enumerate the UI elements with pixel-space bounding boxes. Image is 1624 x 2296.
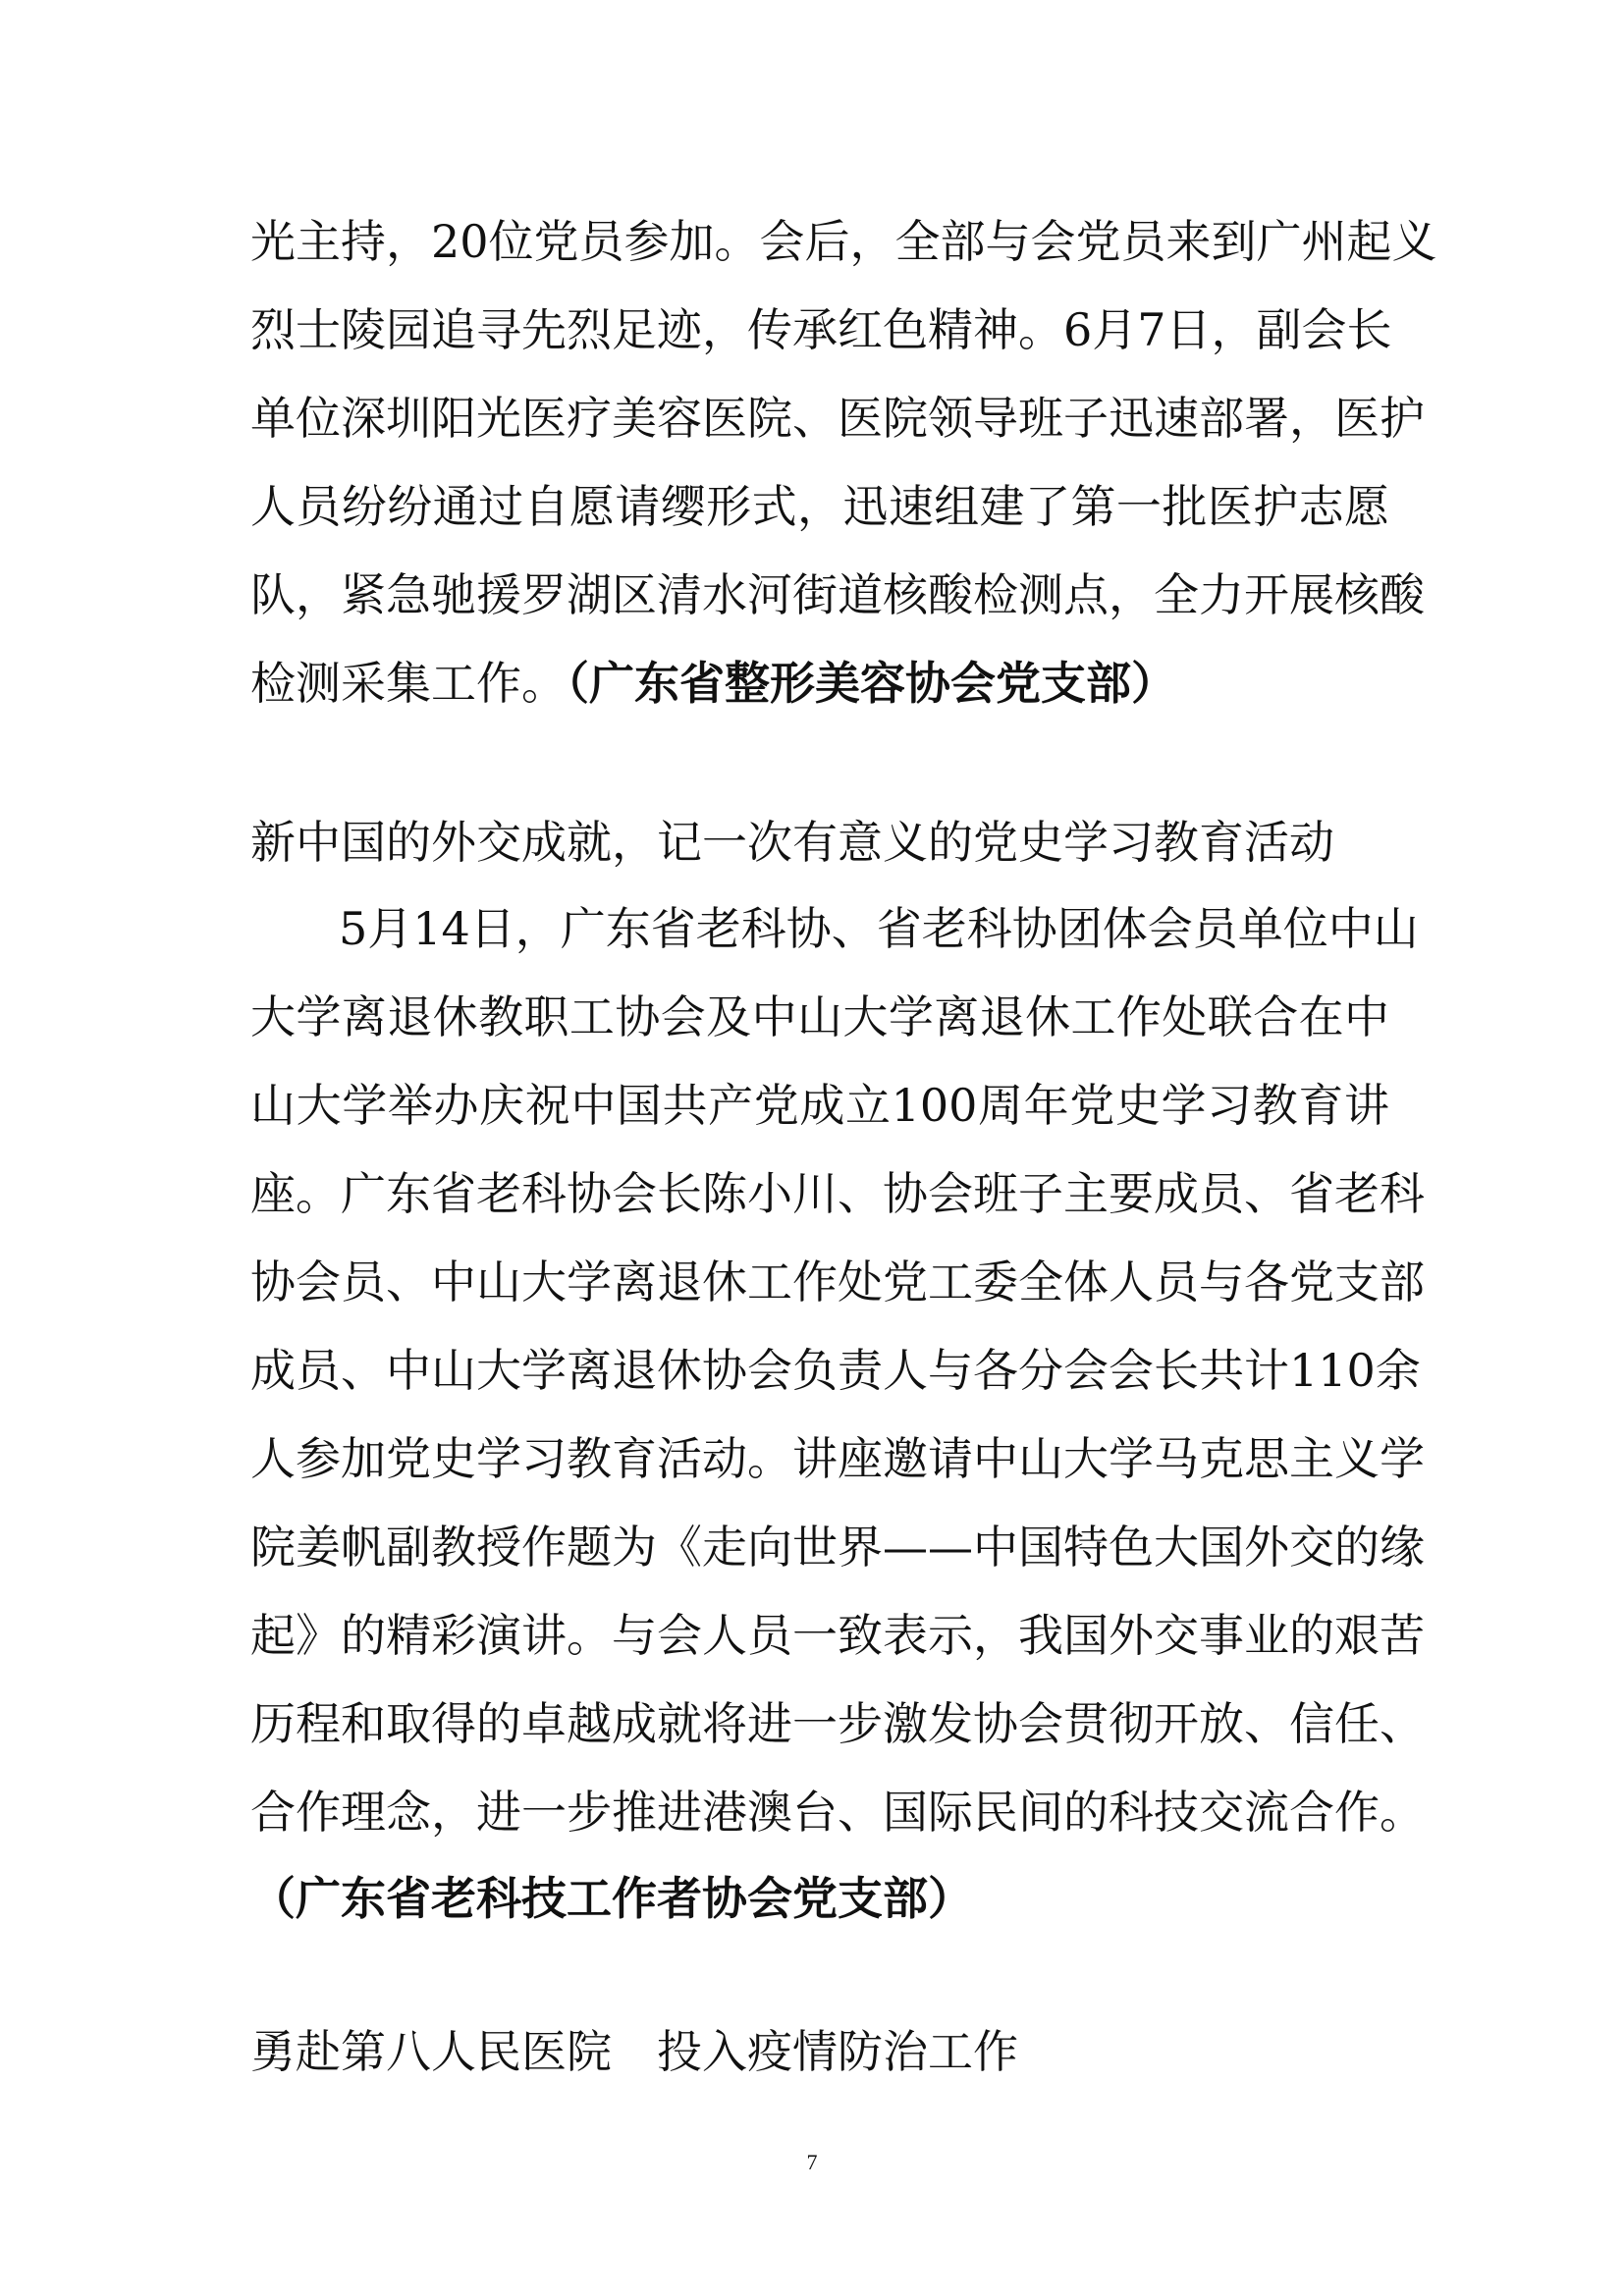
- paragraph-line: [250, 638, 1389, 728]
- paragraph-line: 单位深圳阳光医疗美容医院、医院领导班子迅速部署，医护: [250, 392, 1425, 445]
- article-heading: 勇赴第八人民医院 投入疫情防治工作: [250, 2025, 1018, 2078]
- paragraph-line: 人参加党史学习教育活动。讲座邀请中山大学马克思主义学: [250, 1432, 1425, 1485]
- paragraph-text: 检测采集工作。: [250, 657, 567, 710]
- paragraph-line: 座。广东省老科协会长陈小川、协会班子主要成员、省老科: [250, 1167, 1425, 1220]
- author-signature: （广东省整形美容协会党支部）: [567, 657, 1176, 710]
- author-signature: （广东省老科技工作者协会党支部）: [250, 1872, 973, 1925]
- paragraph-line: 起》的精彩演讲。与会人员一致表示，我国外交事业的艰苦: [250, 1609, 1425, 1662]
- paragraph-line: 山大学举办庆祝中国共产党成立100周年党史学习教育讲: [250, 1079, 1389, 1132]
- paragraph-line: 光主持，20位党员参加。会后，全部与会党员来到广州起义: [250, 215, 1437, 268]
- paragraph-line: 烈士陵园追寻先烈足迹，传承红色精神。6月7日，副会长: [250, 303, 1392, 356]
- article-heading: 新中国的外交成就，记一次有意义的党史学习教育活动: [250, 816, 1334, 869]
- page-number: 7: [806, 2150, 818, 2174]
- paragraph-line: 5月14日，广东省老科协、省老科协团体会员单位中山: [339, 902, 1419, 955]
- paragraph-line: 人员纷纷通过自愿请缨形式，迅速组建了第一批医护志愿: [250, 480, 1389, 533]
- paragraph-line: 历程和取得的卓越成就将进一步激发协会贯彻开放、信任、: [250, 1697, 1425, 1750]
- paragraph-line: 合作理念，进一步推进港澳台、国际民间的科技交流合作。: [250, 1786, 1425, 1839]
- paragraph-line: 院姜帆副教授作题为《走向世界——中国特色大国外交的缘: [250, 1521, 1425, 1574]
- paragraph-line: 队，紧急驰援罗湖区清水河街道核酸检测点，全力开展核酸: [250, 568, 1425, 621]
- paragraph-line: 协会员、中山大学离退休工作处党工委全体人员与各党支部: [250, 1255, 1425, 1308]
- paragraph-line: 成员、中山大学离退休协会负责人与各分会会长共计110余: [250, 1344, 1421, 1397]
- paragraph-line: 大学离退休教职工协会及中山大学离退休工作处联合在中: [250, 990, 1389, 1043]
